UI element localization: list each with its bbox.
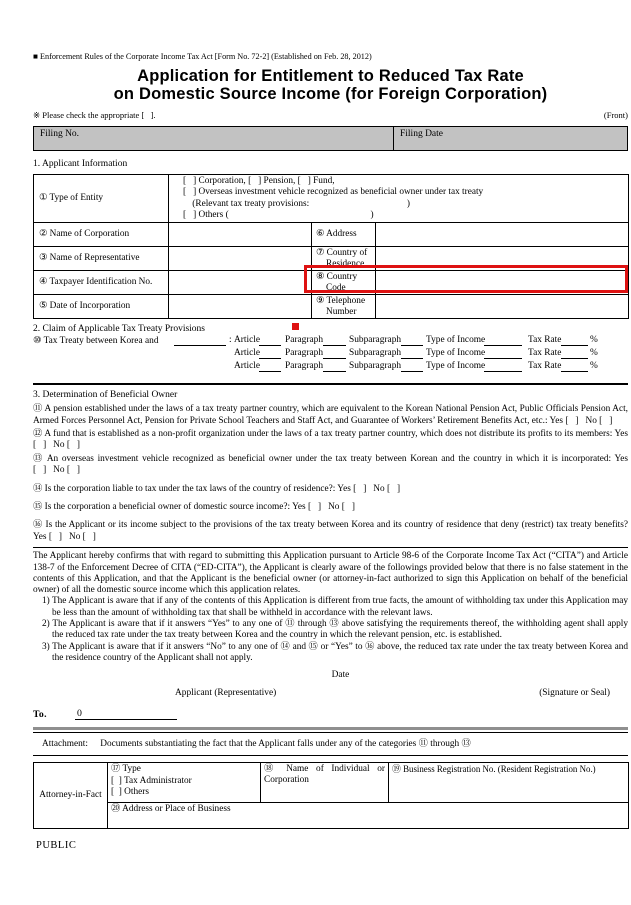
- paragraph-blank: [323, 335, 346, 346]
- type-of-income-label: Type of Income: [426, 348, 486, 359]
- treaty-claim-line-3: [33, 361, 628, 374]
- name-of-corporation-label: ② Name of Corporation: [34, 223, 169, 247]
- table-row: [34, 763, 629, 803]
- to-value-blank: 0: [75, 708, 177, 720]
- filing-no-cell: Filing No.: [34, 127, 394, 150]
- percent-label: %: [590, 348, 598, 359]
- applicant-info-table: [33, 174, 629, 319]
- name-of-corporation-value: [169, 223, 312, 247]
- type-of-income-label: Type of Income: [426, 335, 486, 346]
- country-of-residence-label: ⑦ Country of Residence: [312, 247, 376, 271]
- date-of-incorporation-value: [169, 295, 312, 319]
- subparagraph-blank: [401, 361, 423, 372]
- question-12: ⑫ A fund that is established as a non-profit organization under the laws of a tax treaty partner country, which does not distribute its profits to its members: Yes [ ] No [ ]: [33, 429, 628, 451]
- telephone-number-value: [376, 295, 629, 319]
- address-label: ⑥ Address: [312, 223, 376, 247]
- type-of-income-label: Type of Income: [426, 361, 486, 372]
- thin-divider: [33, 732, 628, 733]
- attorney-type-label: ⑰ Type: [111, 764, 141, 775]
- signature-or-seal-label: (Signature or Seal): [539, 688, 610, 699]
- type-of-entity-label: ① Type of Entity: [34, 175, 169, 223]
- telephone-number-label: ⑨ Telephone Number: [312, 295, 376, 319]
- treaty-colon: :: [229, 335, 232, 346]
- attachment-divider: [33, 755, 628, 756]
- tax-rate-blank: [561, 335, 588, 346]
- enforcement-rules-note: ■ Enforcement Rules of the Corporate Income Tax Act [Form No. 72-2] (Established on Feb. 28, 2012): [33, 52, 372, 61]
- paragraph-label: Paragraph: [285, 361, 324, 372]
- percent-label: %: [590, 335, 598, 346]
- treaty-prefix: ⑩ Tax Treaty between Korea and: [33, 336, 159, 347]
- declaration-body: The Applicant hereby confirms that with regard to submitting this Application pursuant to Article 98-6 of the Corporate Income Tax Act (“CITA”) and Article 138-7 of the Enforcement Decree of CITA (“ED-CITA”), the Applicant is clearly aware of the followings provided below that there is no false statement in the contents of this Application, and that the Applicant is the beneficial owner (or attorney-in-fact authorized to sign this Application on behalf of the beneficial owner) of all the domestic source income which this application relates.: [33, 551, 628, 596]
- attorney-name-label: ⑱ Name of Individual or Corporation: [261, 763, 389, 803]
- attachment-text: Documents substantiating the fact that the Applicant falls under any of the categories ⑪ through ⑬: [100, 739, 471, 750]
- declaration-item-2: 2) The Applicant is aware that if it answers “Yes” to any one of ⑪ through ⑬ above satisfying the requirements thereof, the withholding agent shall apply the reduced tax rate under the tax treaty between Korea and the country in which the relevant pension, etc. is established.: [42, 619, 628, 641]
- type-of-income-blank: [484, 361, 522, 372]
- taxpayer-id-value: [169, 271, 312, 295]
- declaration-item-1: 1) The Applicant is aware that if any of the contents of this Application is different from true facts, the amount of withholding tax under this Application may be less than the amount of withholding tax that shall be withheld in accordance with the relevant laws.: [42, 596, 628, 618]
- check-appropriate-note: ※ Please check the appropriate [ ].: [33, 110, 156, 120]
- attorney-address-label: ⑳ Address or Place of Business: [108, 803, 629, 829]
- article-blank: [259, 361, 281, 372]
- paragraph-blank: [323, 361, 346, 372]
- article-blank: [259, 348, 281, 359]
- table-row: [34, 295, 629, 319]
- question-14: ⑭ Is the corporation liable to tax under the tax laws of the country of residence?: Yes [ ] No [ ]: [33, 483, 401, 494]
- taxpayer-id-label: ④ Taxpayer Identification No.: [34, 271, 169, 295]
- question-13: ⑬ An overseas investment vehicle recognized as beneficial owner under the tax treaty between Korean and the country in which it is incorporated: Yes [ ] No [ ]: [33, 453, 628, 476]
- paragraph-blank: [323, 348, 346, 359]
- thick-divider: [33, 727, 628, 730]
- treaty-country-blank: [174, 335, 226, 346]
- section1-heading: 1. Applicant Information: [33, 159, 128, 169]
- form-title-line2: on Domestic Source Income (for Foreign Corporation): [113, 85, 548, 103]
- tax-rate-label: Tax Rate: [528, 348, 562, 359]
- tax-rate-blank: [561, 348, 588, 359]
- attorney-in-fact-table: [33, 762, 629, 829]
- country-code-label: ⑧ Country Code: [312, 271, 376, 295]
- question-11: ⑪ A pension established under the laws of a tax treaty partner country, which are equivalent to the Korean National Pension Act, Public Officials Pension Act, Armed Forces Personnel Act, Pension for Private School Teachers and Staff Act, and Guarantee of Workers’ Retirement Benefits Act, etc.: Yes [ ] No [ ]: [33, 404, 628, 426]
- attorney-type-option-tax-administrator: [ ] Tax Administrator: [111, 775, 192, 786]
- table-row: [34, 223, 629, 247]
- article-label: Article: [234, 335, 261, 346]
- paragraph-label: Paragraph: [285, 348, 324, 359]
- type-of-income-blank: [484, 348, 522, 359]
- attorney-type-option-others: [ ] Others: [111, 787, 149, 798]
- subparagraph-label: Subparagraph: [349, 348, 402, 359]
- applicant-info-table-wrap: [33, 174, 628, 319]
- treaty-claim-line-1: [33, 335, 628, 348]
- subparagraph-label: Subparagraph: [349, 361, 402, 372]
- treaty-claim-line-2: [33, 348, 628, 361]
- paragraph-label: Paragraph: [285, 335, 324, 346]
- declaration-item-3: 3) The Applicant is aware that if it answers “No” to any one of ⑭ and ⑮ or “Yes” to ⑯ above, the reduced tax rate under the tax treaty between Korea and the residence country of the Applicant shall not apply.: [42, 641, 628, 663]
- table-row: [34, 175, 629, 223]
- percent-label: %: [590, 361, 598, 372]
- question-15: ⑮ Is the corporation a beneficial owner of domestic source income?: Yes [ ] No [ ]: [33, 502, 355, 513]
- section-divider: [33, 383, 628, 385]
- entity-option-line: [ ] Corporation, [ ] Pension, [ ] Fund,: [183, 176, 335, 186]
- entity-option-line: [ ] Others ( ): [183, 209, 374, 220]
- filing-date-cell: Filing Date: [400, 129, 444, 139]
- entity-option-line: (Relevant tax treaty provisions: ): [183, 198, 410, 209]
- subparagraph-blank: [401, 348, 423, 359]
- filing-bar: [33, 126, 628, 151]
- attorney-in-fact-label: Attorney-in-Fact: [34, 763, 108, 829]
- table-row: [34, 803, 629, 829]
- table-row: [34, 247, 629, 271]
- article-label: Article: [234, 361, 261, 372]
- article-blank: [259, 335, 281, 346]
- public-classification-label: PUBLIC: [36, 840, 77, 852]
- declaration-divider: [33, 547, 628, 548]
- form-title-line1: Application for Entitlement to Reduced Tax Rate: [137, 67, 524, 85]
- article-label: Article: [234, 348, 261, 359]
- table-row: [34, 271, 629, 295]
- attachment-label: Attachment:: [42, 739, 88, 750]
- form-title: [33, 67, 628, 103]
- entity-option-line: [ ] Overseas investment vehicle recognized as beneficial owner under tax treaty: [183, 187, 484, 198]
- applicant-representative-label: Applicant (Representative): [175, 688, 277, 699]
- subparagraph-blank: [401, 335, 423, 346]
- section2: [33, 324, 628, 374]
- address-value: [376, 223, 629, 247]
- section3-heading: 3. Determination of Beneficial Owner: [33, 390, 178, 401]
- type-of-income-blank: [484, 335, 522, 346]
- name-of-representative-value: [169, 247, 312, 271]
- attorney-type-cell: [108, 763, 261, 803]
- tax-rate-blank: [561, 361, 588, 372]
- to-label: To.: [33, 709, 47, 721]
- subparagraph-label: Subparagraph: [349, 335, 402, 346]
- section2-heading: 2. Claim of Applicable Tax Treaty Provisions: [33, 324, 206, 335]
- type-of-entity-options: [169, 175, 629, 223]
- attorney-brn-label: ⑲ Business Registration No. (Resident Registration No.): [389, 763, 629, 803]
- tax-rate-label: Tax Rate: [528, 361, 562, 372]
- question-16: ⑯ Is the Applicant or its income subject to the provisions of the tax treaty between Korea and its country of residence that deny (restrict) tax treaty benefits? Yes [ ] No [ ]: [33, 520, 628, 542]
- country-code-value: [376, 271, 629, 295]
- attachment-row: [33, 738, 628, 750]
- date-label: Date: [331, 670, 350, 681]
- tax-rate-label: Tax Rate: [528, 335, 562, 346]
- country-of-residence-value: [376, 247, 629, 271]
- red-marker-annotation: [292, 323, 299, 330]
- front-label: (Front): [603, 110, 628, 120]
- name-of-representative-label: ③ Name of Representative: [34, 247, 169, 271]
- date-of-incorporation-label: ⑤ Date of Incorporation: [34, 295, 169, 319]
